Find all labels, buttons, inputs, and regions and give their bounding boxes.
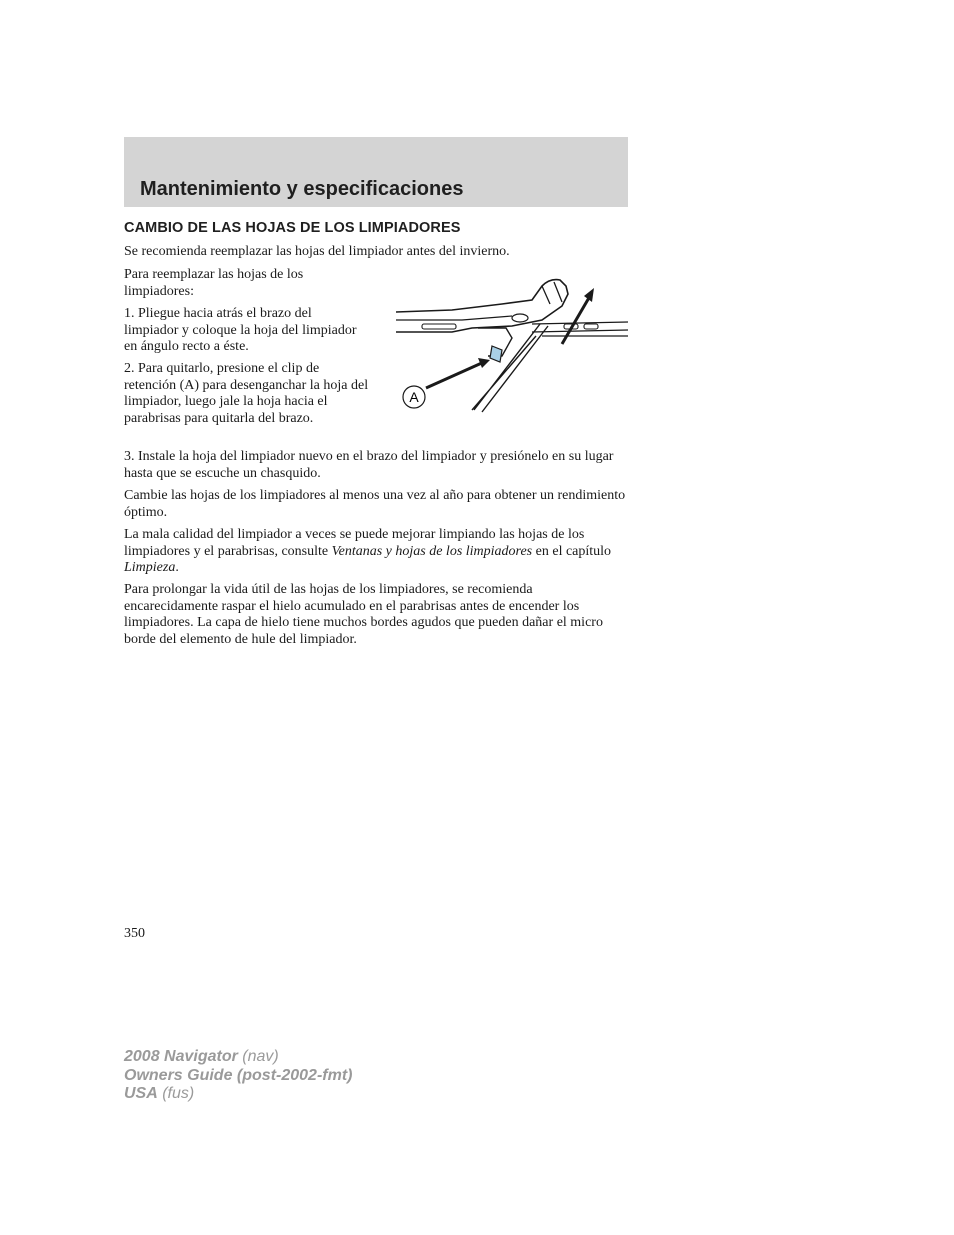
step-1: 1. Pliegue hacia atrás el brazo del limpiador y coloque la hoja del limpiador en ángulo recto a éste. (124, 306, 357, 355)
cleaning-text-b: en el capítulo (532, 543, 612, 559)
chapter-title: Mantenimiento y especificaciones (140, 178, 464, 200)
footer-line-2: Owners Guide (post-2002-fmt) (124, 1066, 353, 1084)
cleaning-text-c: . (175, 560, 179, 576)
footer-line-3: USA (fus) (124, 1085, 195, 1102)
reference-cleaning-chapter: Limpieza (124, 560, 176, 576)
annual-change-paragraph: Cambie las hojas de los limpiadores al menos una vez al año para obtener un rendimiento óptimo. (124, 488, 626, 520)
callout-label-a: A (409, 389, 419, 405)
chapter-header-band (124, 137, 628, 207)
ice-warning-paragraph: Para prolongar la vida útil de las hojas de los limpiadores, se recomienda encarecidamente raspar el hielo acumulado en el parabrisas antes de encender los limpiadores. La capa de hielo tiene muchos bordes agudos que pueden dañar el micro borde del elemento de hule del limpiador. (124, 582, 603, 647)
section-heading: CAMBIO DE LAS HOJAS DE LOS LIMPIADORES (124, 220, 461, 236)
footer-line-1: 2008 Navigator (nav) (124, 1048, 279, 1065)
reference-windows-wipers: Ventanas y hojas de los limpiadores (331, 543, 533, 559)
step-3: 3. Instale la hoja del limpiador nuevo en el brazo del limpiador y presiónelo en su lugar hasta que se escuche un chasquido. (124, 449, 614, 481)
replace-intro-paragraph: Para reemplazar las hojas de los limpiadores: (124, 267, 304, 299)
intro-paragraph: Se recomienda reemplazar las hojas del limpiador antes del invierno. (124, 244, 510, 259)
wiper-blade-illustration (392, 276, 628, 414)
cleaning-text-a: La mala calidad del limpiador a veces se puede mejorar limpiando las hojas de los limpiadores y el parabrisas, consulte (124, 527, 585, 559)
page-number: 350 (124, 926, 145, 941)
cleaning-paragraph (124, 527, 628, 577)
step-2: 2. Para quitarlo, presione el clip de retención (A) para desenganchar la hoja del limpiador, luego jale la hoja hacia el parabrisas para quitarla del brazo. (124, 361, 369, 426)
document-footer (124, 1048, 352, 1104)
